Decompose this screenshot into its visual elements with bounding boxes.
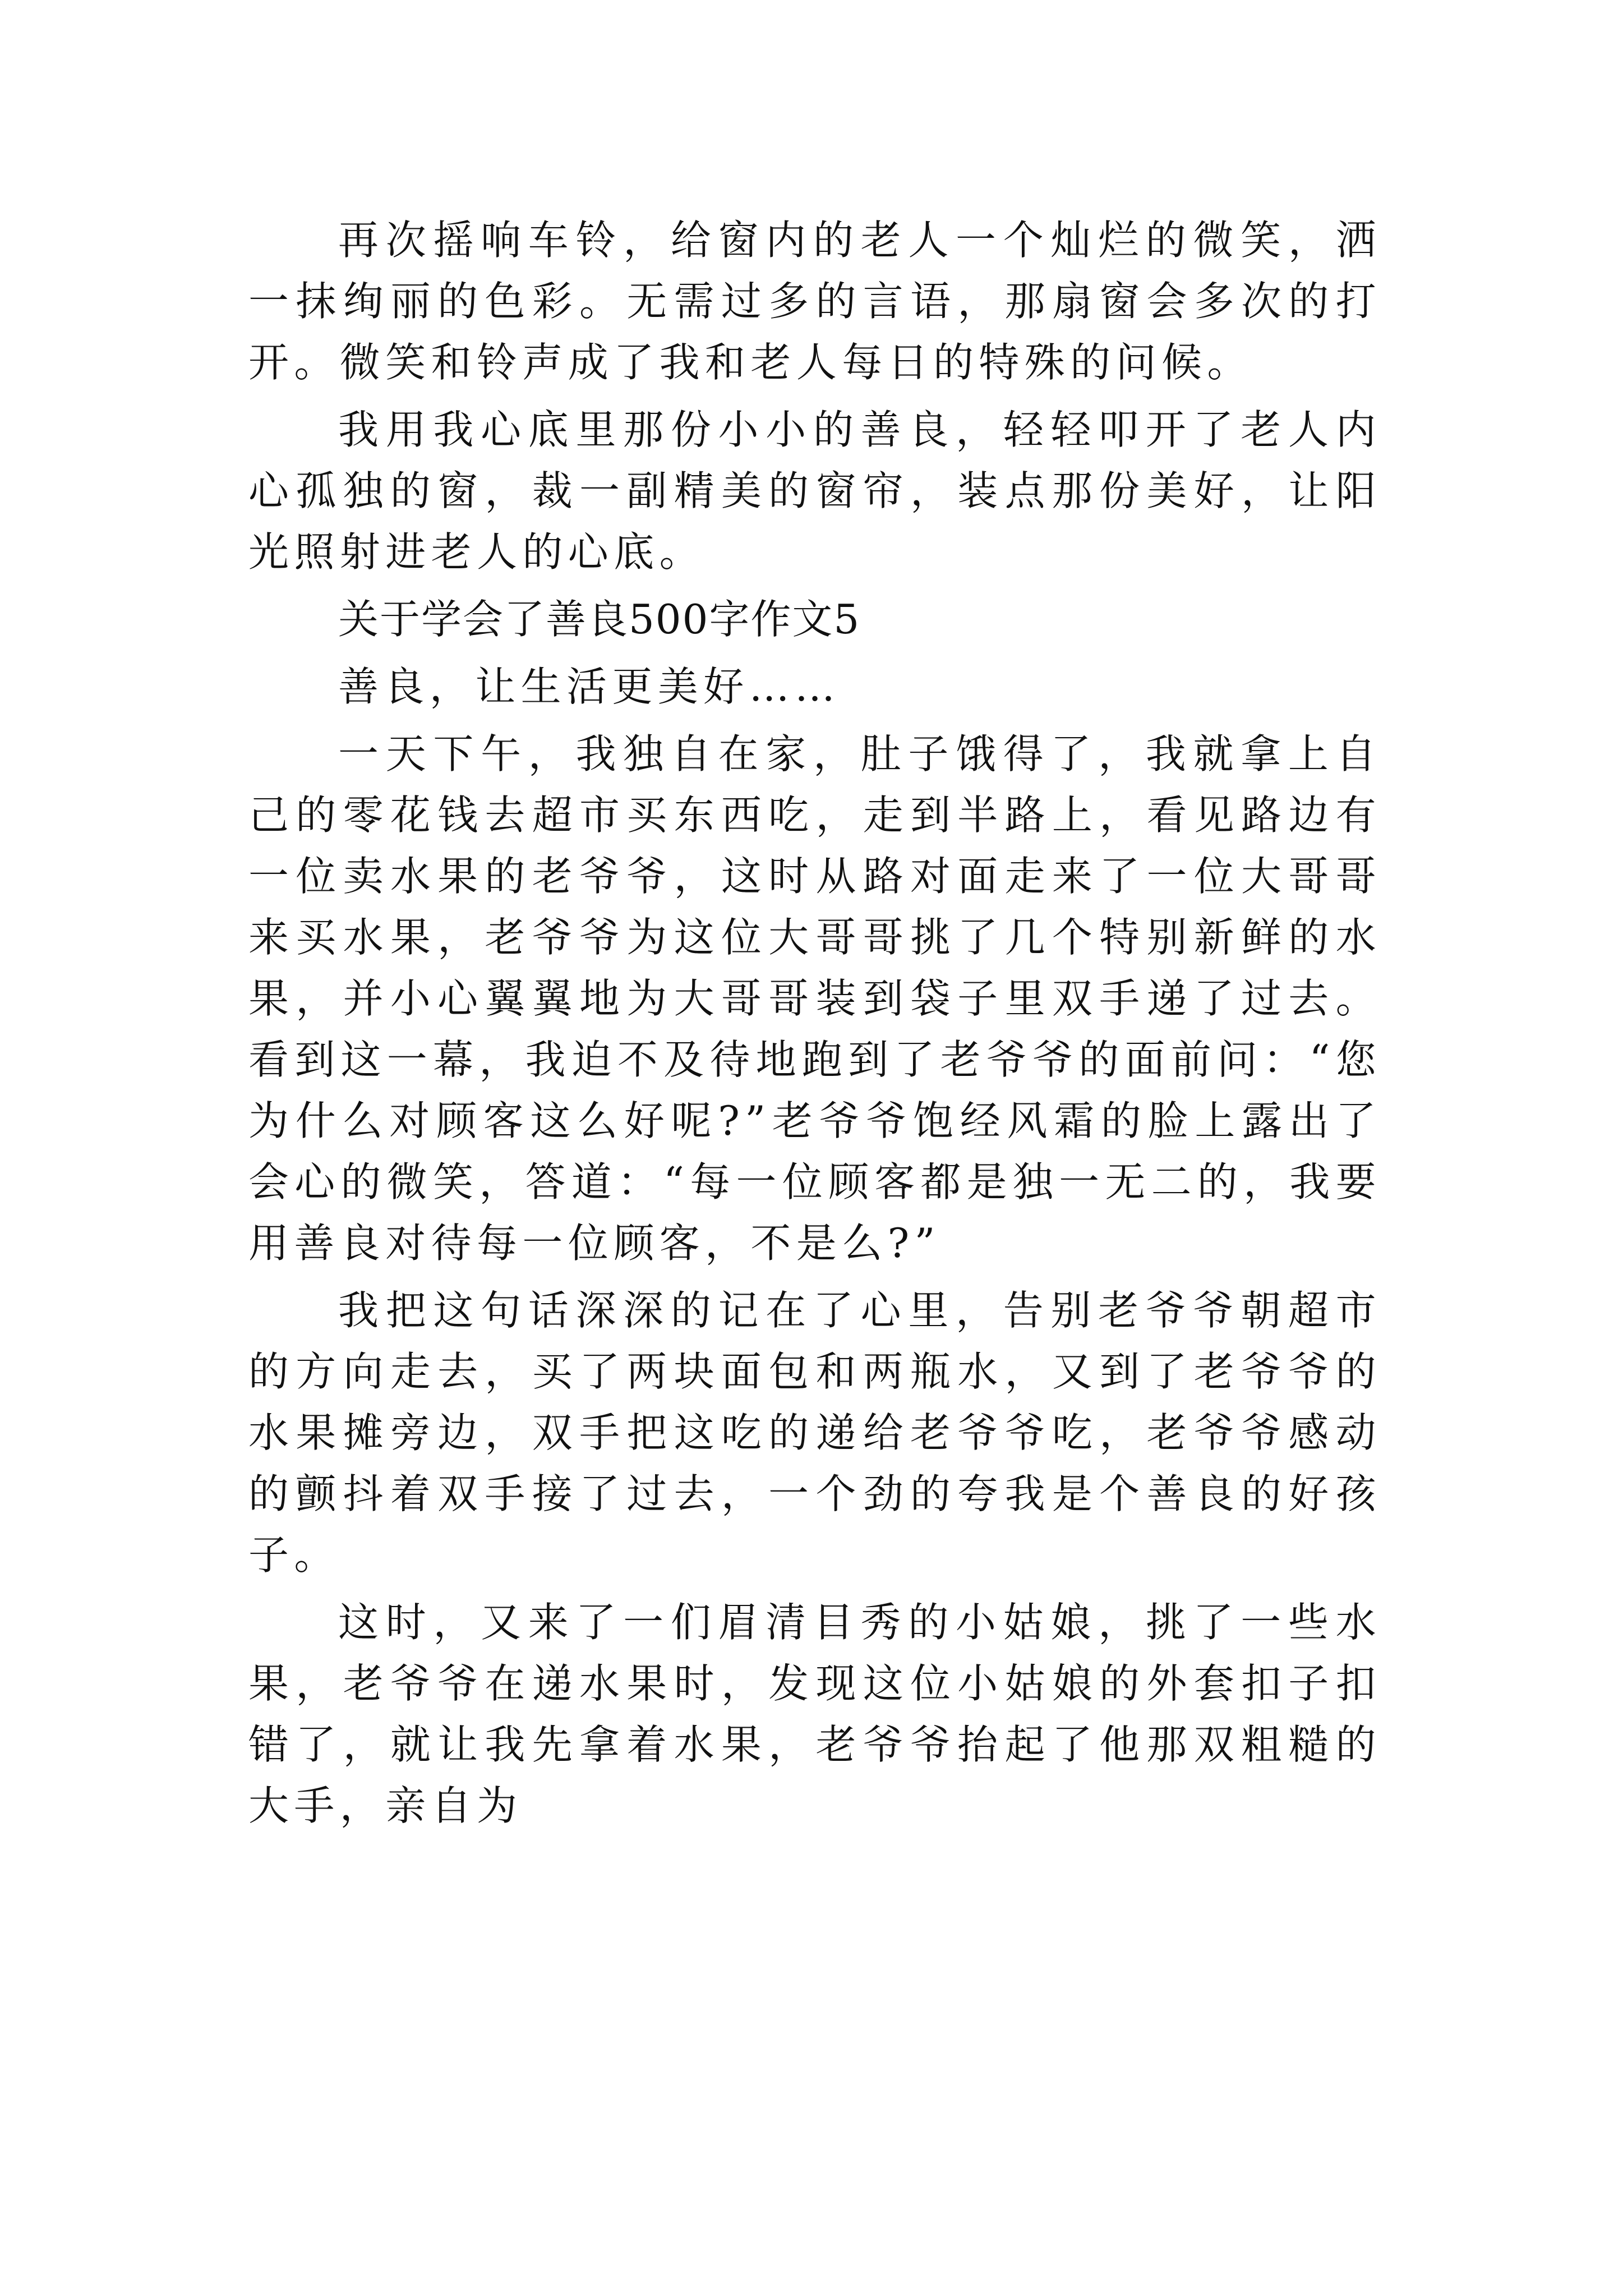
paragraph-4: 一天下午，我独自在家，肚子饿得了，我就拿上自己的零花钱去超市买东西吃，走到半路上，看见路边有一位卖水果的老爷爷，这时从路对面走来了一位大哥哥来买水果，老爷爷为这位大哥哥挑了几个特别新鲜的水果，并小心翼翼地为大哥哥装到袋子里双手递了过去。看到这一幕，我迫不及待地跑到了老爷爷的面前问：“您为什么对顾客这么好呢?”老爷爷饱经风霜的脸上露出了会心的微笑，答道：“每一位顾客都是独一无二的，我要用善良对待每一位顾客，不是么?” bbox=[248, 730, 1381, 1267]
paragraph-5: 我把这句话深深的记在了心里，告别老爷爷朝超市的方向走去，买了两块面包和两瓶水，又到了老爷爷的水果摊旁边，双手把这吃的递给老爷爷吃，老爷爷感动的颤抖着双手接了过去，一个劲的夸我是个善良的好孩子。 bbox=[248, 1287, 1381, 1579]
paragraph-2: 我用我心底里那份小小的善良，轻轻叩开了老人内心孤独的窗，裁一副精美的窗帘，装点那份美好，让阳光照射进老人的心底。 bbox=[248, 406, 1381, 576]
paragraph-3: 善良，让生活更美好…… bbox=[338, 663, 841, 710]
paragraph-1: 再次摇响车铃，给窗内的老人一个灿烂的微笑，洒一抹绚丽的色彩。无需过多的言语，那扇窗会多次的打开。微笑和铃声成了我和老人每日的特殊的问候。 bbox=[248, 217, 1381, 386]
paragraph-6: 这时，又来了一们眉清目秀的小姑娘，挑了一些水果，老爷爷在递水果时，发现这位小姑娘的外套扣子扣错了，就让我先拿着水果，老爷爷抬起了他那双粗糙的大手，亲自为 bbox=[248, 1599, 1381, 1829]
document-page bbox=[248, 210, 1381, 1843]
section-heading: 关于学会了善良500字作文5 bbox=[338, 596, 861, 643]
